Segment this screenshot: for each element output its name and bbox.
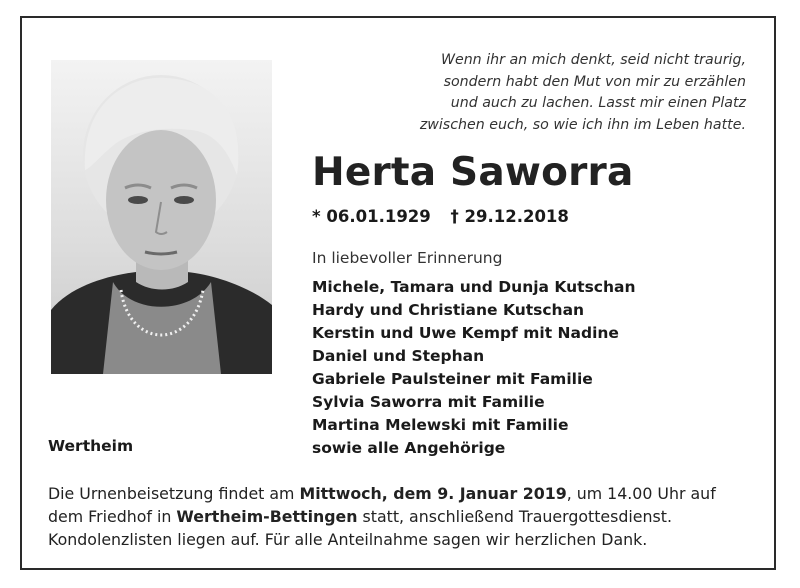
notice-text: , um 14.00 Uhr auf: [566, 484, 716, 503]
place-name: Wertheim: [48, 437, 134, 455]
mourners-list: [312, 276, 636, 460]
notice-text: statt, anschließend Trauergottesdienst.: [357, 507, 672, 526]
funeral-notice: [48, 482, 716, 551]
memorial-quote: [420, 50, 746, 136]
birth-date: * 06.01.1929: [312, 207, 431, 226]
mourner-entry: sowie alle Angehörige: [312, 439, 506, 457]
notice-date: Mittwoch, dem 9. Januar 2019: [299, 484, 567, 503]
notice-text: dem Friedhof in: [48, 507, 177, 526]
mourner-entry: Hardy und Christiane Kutschan: [312, 301, 585, 319]
mourner-entry: Michele, Tamara und Dunja Kutschan: [312, 278, 636, 296]
deceased-name: Herta Saworra: [312, 150, 634, 195]
quote-line: Wenn ihr an mich denkt, seid nicht traurig,: [440, 52, 746, 68]
notice-text: Die Urnenbeisetzung findet am: [48, 484, 300, 503]
portrait-illustration: [51, 60, 272, 374]
portrait-photo: [51, 60, 272, 374]
notice-line-1: [48, 482, 716, 505]
quote-line: und auch zu lachen. Lasst mir einen Platz: [450, 95, 746, 111]
remembrance-intro: In liebevoller Erinnerung: [312, 249, 503, 267]
mourner-entry: Gabriele Paulsteiner mit Familie: [312, 370, 593, 388]
quote-line: sondern habt den Mut von mir zu erzählen: [443, 73, 746, 90]
mourner-entry: Martina Melewski mit Familie: [312, 416, 569, 434]
life-dates: [312, 207, 583, 226]
mourner-entry: Kerstin und Uwe Kempf mit Nadine: [312, 324, 619, 342]
notice-location: Wertheim-Bettingen: [176, 507, 358, 526]
mourner-entry: Daniel und Stephan: [312, 347, 485, 365]
notice-line-3: Kondolenzlisten liegen auf. Für alle Anteilnahme sagen wir herzlichen Dank.: [48, 530, 648, 549]
notice-line-2: [48, 505, 716, 528]
mourner-entry: Sylvia Saworra mit Familie: [312, 393, 545, 411]
death-date: † 29.12.2018: [450, 207, 569, 226]
quote-line: zwischen euch, so wie ich ihn im Leben hatte.: [419, 116, 746, 133]
